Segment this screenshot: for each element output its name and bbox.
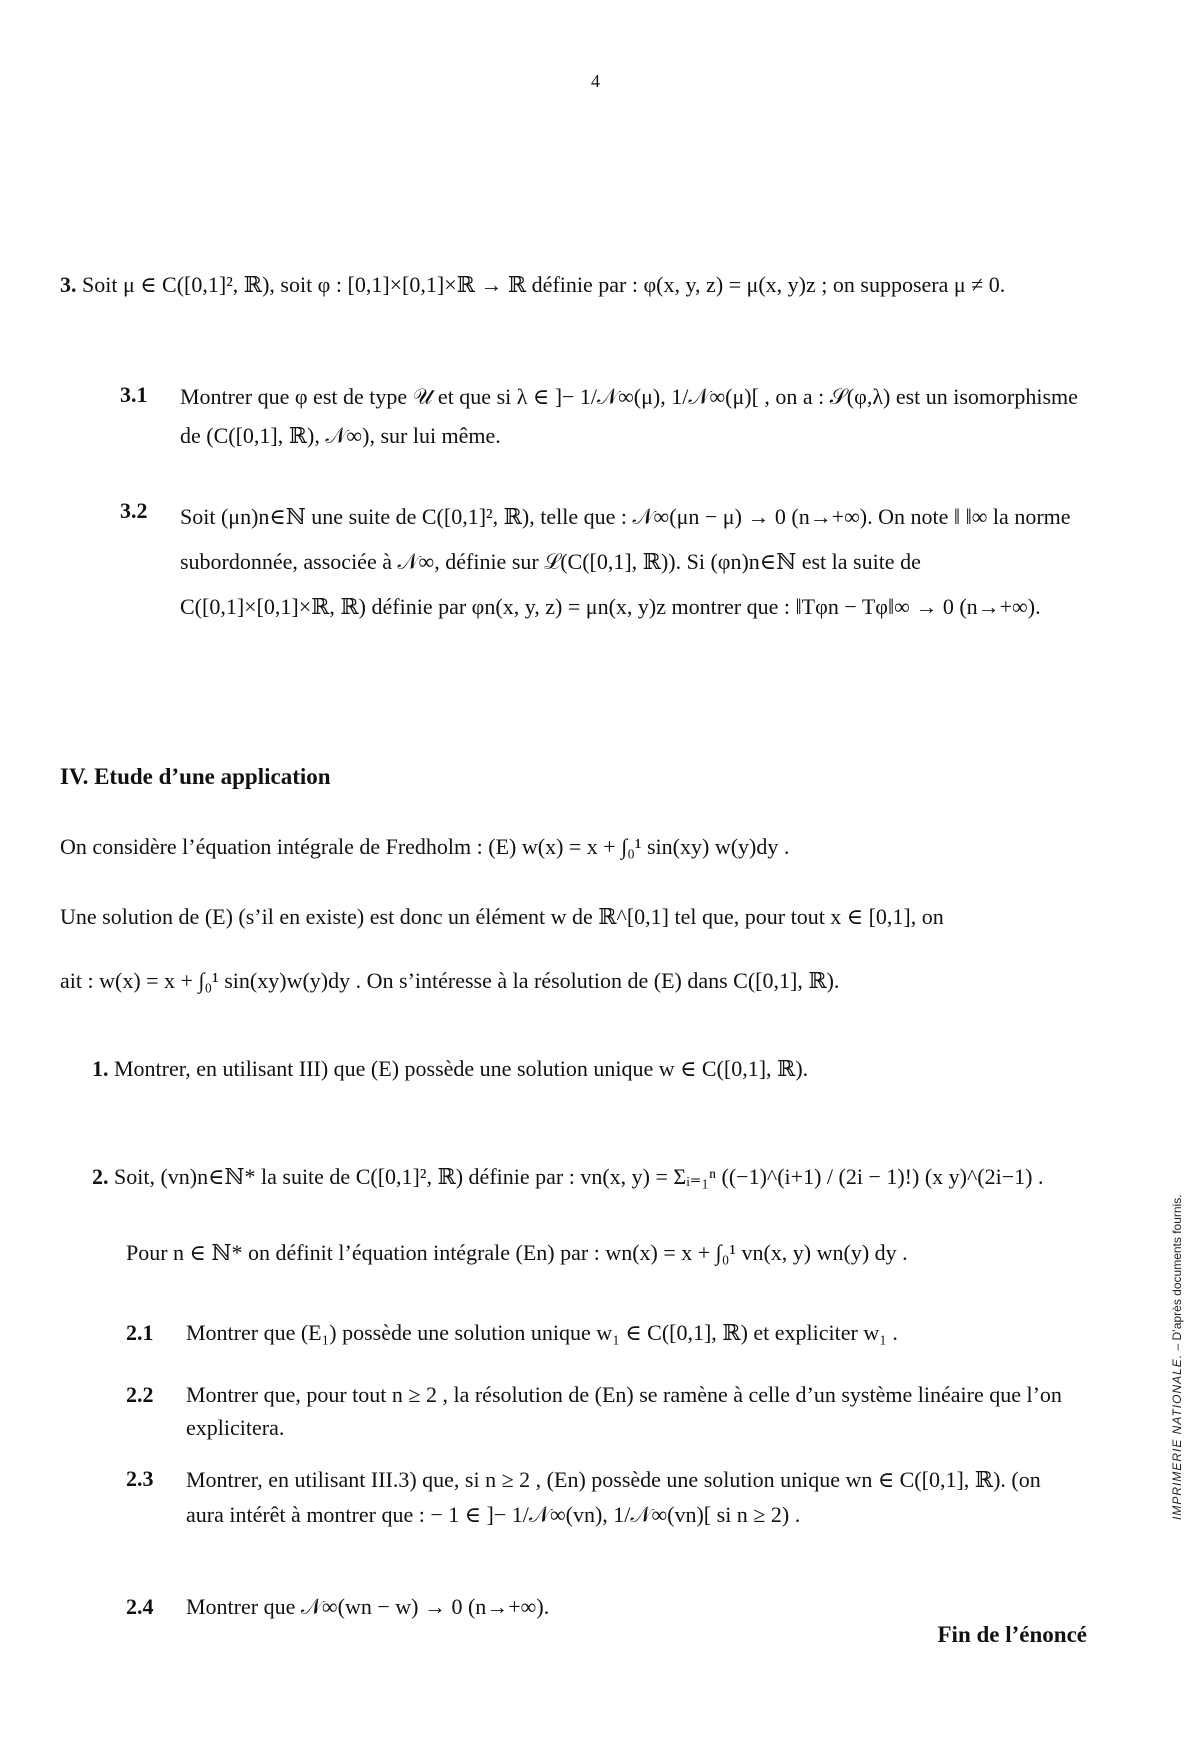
question-2-2-text: Montrer que, pour tout n ≥ 2 , la résolution de (En) se ramène à celle d’un système linéaire que l’on explicitera. (186, 1382, 1062, 1440)
question-2-3-label: 2.3 (126, 1466, 154, 1491)
question-3-1 (120, 378, 1080, 455)
question-iv-2 (92, 1160, 1080, 1193)
end-of-statement: Fin de l’énoncé (937, 1622, 1087, 1647)
question-iv-1-text: Montrer, en utilisant III) que (E) possède une solution unique w ∈ C([0,1], ℝ). (114, 1056, 809, 1081)
printer-note: – D’après documents fournis. (1170, 1194, 1184, 1351)
margin-printer-note (1168, 1194, 1186, 1520)
question-iv-2-number: 2. (92, 1164, 109, 1189)
section-iv-title: IV. Etude d’une application (60, 764, 331, 789)
section-iv-paragraph-2: Une solution de (E) (s’il en existe) est donc un élément w de ℝ^[0,1] tel que, pour tout x ∈ [0,1], on (60, 904, 944, 929)
question-3 (60, 268, 1080, 301)
question-2-1 (126, 1316, 1080, 1349)
question-3-1-text: Montrer que φ est de type 𝒰 et que si λ ∈ ]− 1/𝒩∞(μ), 1/𝒩∞(μ)[ , on a : 𝒮(φ,λ) est un isomorphisme de (C([0,1], ℝ), 𝒩∞), sur lui même. (180, 384, 1078, 448)
question-3-1-label: 3.1 (120, 382, 148, 407)
question-3-2 (120, 494, 1080, 629)
question-2-3-text: Montrer, en utilisant III.3) que, si n ≥ 2 , (En) possède une solution unique wn ∈ C([0,1], ℝ). (on aura intérêt à montrer que : − 1 ∈ ]− 1/𝒩∞(vn), 1/𝒩∞(vn)[ si n ≥ 2) . (186, 1467, 1041, 1528)
question-2-2 (126, 1378, 1080, 1444)
section-iv-paragraph-1: On considère l’équation intégrale de Fredholm : (E) w(x) = x + ∫₀¹ sin(xy) w(y)dy . (60, 834, 790, 859)
section-iv-paragraph-3: ait : w(x) = x + ∫₀¹ sin(xy)w(y)dy . On s’intéresse à la résolution de (E) dans C([0,1], ℝ). (60, 968, 840, 993)
question-3-2-label: 3.2 (120, 498, 148, 523)
question-iv-1 (92, 1052, 1080, 1085)
question-2-1-label: 2.1 (126, 1320, 154, 1345)
question-2-3 (126, 1462, 1080, 1532)
printer-imprint: IMPRIMERIE NATIONALE. (1170, 1353, 1184, 1520)
question-3-text: Soit μ ∈ C([0,1]², ℝ), soit φ : [0,1]×[0,1]×ℝ → ℝ définie par : φ(x, y, z) = μ(x, y)z ; on supposera μ ≠ 0. (82, 272, 1006, 297)
question-2-4-label: 2.4 (126, 1594, 154, 1619)
question-iv-1-number: 1. (92, 1056, 109, 1081)
page-number: 4 (591, 71, 600, 91)
question-iv-2-definition: Pour n ∈ ℕ* on définit l’équation intégrale (En) par : wn(x) = x + ∫₀¹ vn(x, y) wn(y) dy . (126, 1240, 908, 1265)
question-2-1-text: Montrer que (E₁) possède une solution unique w₁ ∈ C([0,1], ℝ) et expliciter w₁ . (186, 1320, 898, 1345)
question-2-2-label: 2.2 (126, 1382, 154, 1407)
question-3-2-text: Soit (μn)n∈ℕ une suite de C([0,1]², ℝ), telle que : 𝒩∞(μn − μ) → 0 (n→+∞). On note ‖ ‖∞ la norme subordonnée, associée à 𝒩∞, définie sur ℒ(C([0,1], ℝ)). Si (φn)n∈ℕ est la suite de C([0,1]×[0,1]×ℝ, ℝ) définie par φn(x, y, z) = μn(x, y)z montrer que : ‖Tφn − Tφ‖∞ → 0 (n→+∞). (180, 504, 1071, 620)
question-3-number: 3. (60, 272, 77, 297)
question-iv-2-text: Soit, (vn)n∈ℕ* la suite de C([0,1]², ℝ) définie par : vn(x, y) = Σᵢ₌₁ⁿ ((−1)^(i+1) / (2i − 1)!) (x y)^(2i−1) . (114, 1164, 1044, 1189)
question-2-4-text: Montrer que 𝒩∞(wn − w) → 0 (n→+∞). (186, 1594, 550, 1619)
